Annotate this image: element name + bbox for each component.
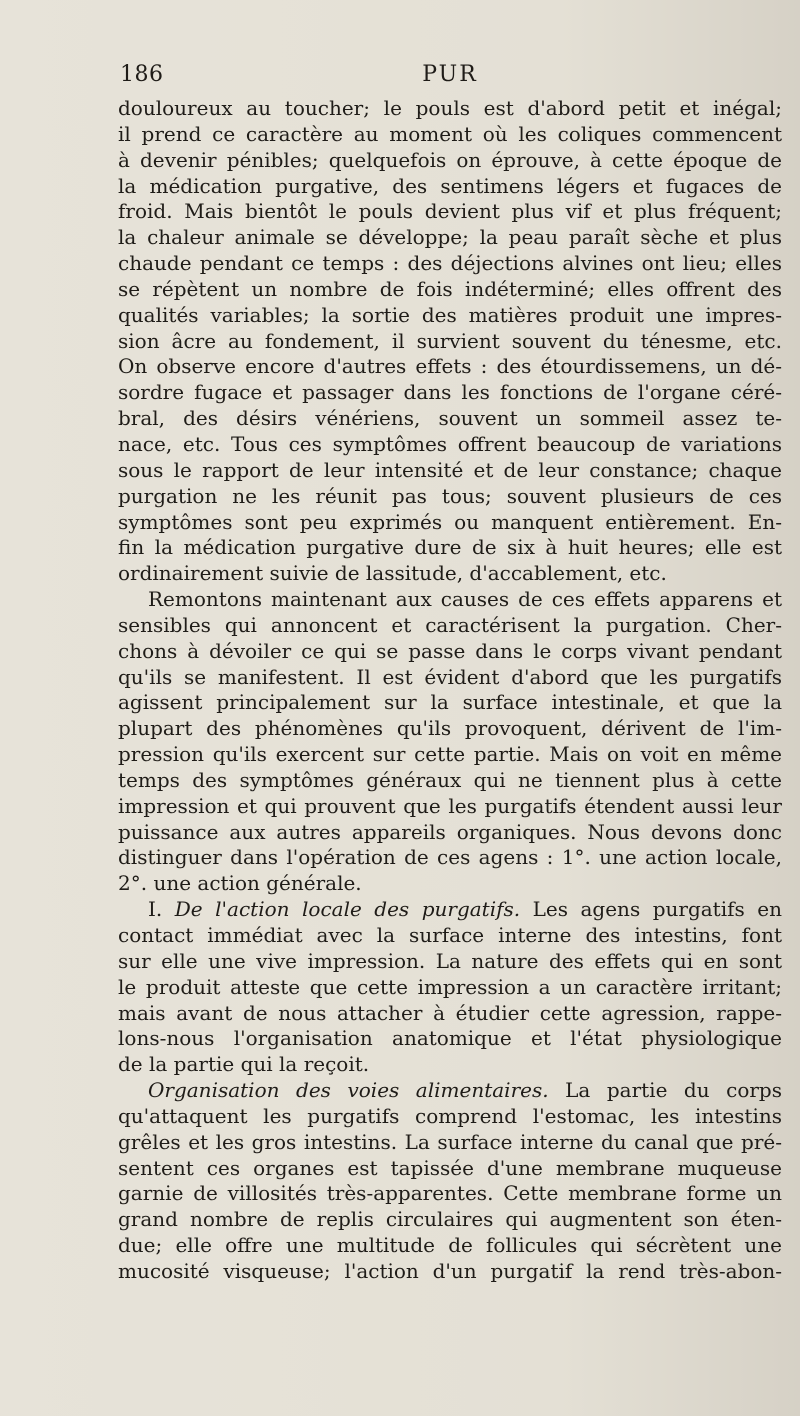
text-line: due; elle offre une multitude de follicules qui sécrètent une — [118, 1233, 782, 1258]
text-line: bral, des désirs vénériens, souvent un sommeil assez te- — [118, 406, 782, 431]
text-line: plupart des phénomènes qu'ils provoquent, dérivent de l'im- — [118, 716, 782, 741]
text-line: garnie de villosités très-apparentes. Cette membrane forme un — [118, 1181, 782, 1206]
text-line: grand nombre de replis circulaires qui augmentent son éten- — [118, 1207, 782, 1232]
page-number: 186 — [120, 62, 164, 87]
text-line: chaude pendant ce temps : des déjections alvines ont lieu; elles — [118, 251, 782, 276]
text-line: nace, etc. Tous ces symptômes offrent beaucoup de variations — [118, 431, 782, 456]
text-line: On observe encore d'autres effets : des étourdissemens, un dé- — [118, 354, 782, 379]
text-line: temps des symptômes généraux qui ne tiennent plus à cette — [118, 767, 782, 792]
text-line: impression et qui prouvent que les purgatifs étendent aussi leur — [118, 793, 782, 818]
text-line: qu'attaquent les purgatifs comprend l'estomac, les intestins — [118, 1103, 782, 1128]
text-line: sentent ces organes est tapissée d'une membrane muqueuse — [118, 1155, 782, 1180]
text-line: mucosité visqueuse; l'action d'un purgatif la rend très-abon- — [118, 1258, 782, 1283]
text-line: Remontons maintenant aux causes de ces effets apparens et — [148, 587, 782, 612]
text-line: à devenir pénibles; quelquefois on éprouve, à cette époque de — [118, 147, 782, 172]
text-line: se répètent un nombre de fois indéterminé; elles offrent des — [118, 276, 782, 301]
text-line: qualités variables; la sortie des matières produit une impres- — [118, 302, 782, 327]
text-line: I. De l'action locale des purgatifs. Les agens purgatifs en — [148, 897, 782, 922]
text-line: sensibles qui annoncent et caractérisent la purgation. Cher- — [118, 612, 782, 637]
text-line: froid. Mais bientôt le pouls devient plus vif et plus fréquent; — [118, 199, 782, 224]
text-line: la médication purgative, des sentimens légers et fugaces de — [118, 173, 782, 198]
text-line: 2°. une action générale. — [118, 871, 362, 896]
text-line: distinguer dans l'opération de ces agens : 1°. une action locale, — [118, 845, 782, 870]
text-line: contact immédiat avec la surface interne des intestins, font — [118, 923, 782, 947]
text-line: ordinairement suivie de lassitude, d'accablement, etc. — [118, 561, 667, 586]
text-line: la chaleur animale se développe; la peau paraît sèche et plus — [118, 225, 782, 250]
text-line: de la partie qui la reçoit. — [118, 1052, 370, 1077]
text-line: purgation ne les réunit pas tous; souvent plusieurs de ces — [118, 483, 782, 508]
text-line: puissance aux autres appareils organiques. Nous devons donc — [118, 819, 782, 844]
text-line: pression qu'ils exercent sur cette partie. Mais on voit en même — [118, 742, 782, 767]
body-text — [118, 96, 782, 1285]
running-head: PUR — [422, 62, 478, 87]
text-line: symptômes sont peu exprimés ou manquent entièrement. En- — [118, 509, 782, 534]
text-line: agissent principalement sur la surface intestinale, et que la — [118, 690, 782, 715]
text-line: fin la médication purgative dure de six à huit heures; elle est — [118, 535, 782, 560]
text-line: Organisation des voies alimentaires. La partie du corps — [148, 1078, 782, 1103]
text-line: lons-nous l'organisation anatomique et l'état physiologique — [118, 1026, 782, 1051]
section-heading: Organisation des voies alimentaires. — [148, 1078, 549, 1103]
text-line: sous le rapport de leur intensité et de leur constance; chaque — [118, 457, 782, 482]
text-line: il prend ce caractère au moment où les coliques commencent — [118, 121, 782, 146]
page-header — [120, 56, 780, 100]
text-line: qu'ils se manifestent. Il est évident d'abord que les purgatifs — [118, 664, 782, 689]
text-line: sion âcre au fondement, il survient souvent du ténesme, etc. — [118, 328, 782, 353]
text-line: grêles et les gros intestins. La surface interne du canal que pré- — [118, 1129, 782, 1154]
text-line: chons à dévoiler ce qui se passe dans le corps vivant pendant — [118, 638, 782, 663]
text-line: sur elle une vive impression. La nature des effets qui en sont — [118, 948, 782, 973]
section-heading: De l'action locale des purgatifs. — [174, 897, 521, 922]
text-line: douloureux au toucher; le pouls est d'abord petit et inégal; — [118, 96, 782, 120]
text-line: mais avant de nous attacher à étudier cette agression, rappe- — [118, 1000, 782, 1025]
text-line: le produit atteste que cette impression a un caractère irritant; — [118, 974, 782, 999]
text-line: sordre fugace et passager dans les fonctions de l'organe céré- — [118, 380, 782, 405]
